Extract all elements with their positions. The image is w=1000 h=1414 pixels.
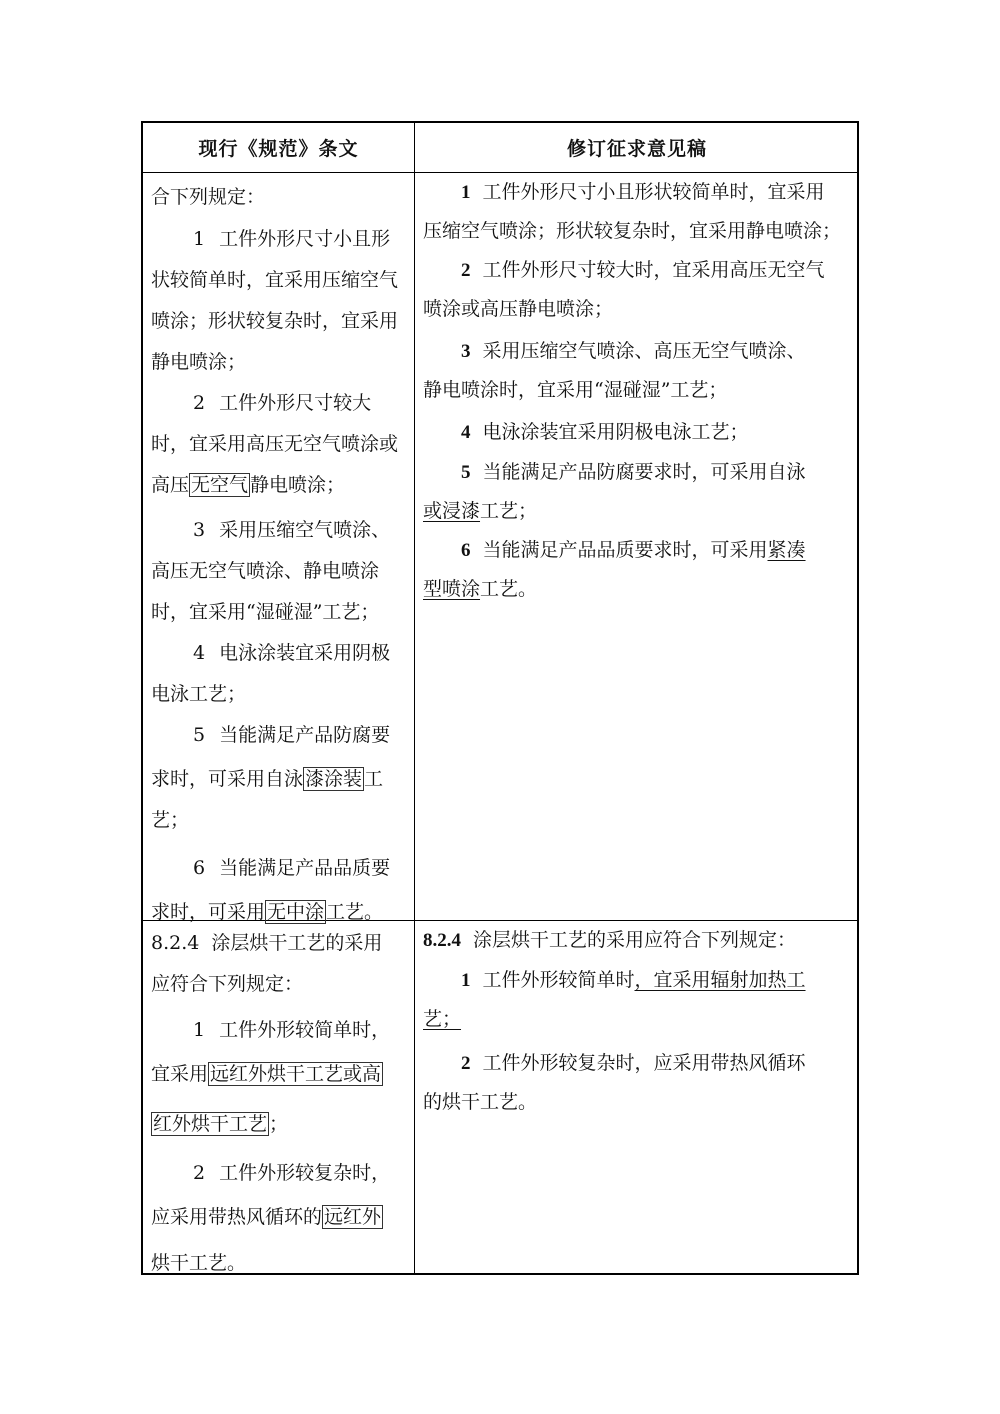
deleted-text-box: 远红外 <box>324 1206 382 1228</box>
text-line: 的烘干工艺。 <box>423 1091 538 1113</box>
item-3: 3 采用压缩空气喷涂、 <box>193 519 391 541</box>
deleted-text-box: 无中涂 <box>267 901 325 923</box>
text-line: 压缩空气喷涂；形状较复杂时，宜采用静电喷涂； <box>423 220 842 242</box>
text-line: 烘干工艺。 <box>151 1252 247 1274</box>
text-line: 喷涂；形状较复杂时，宜采用 <box>151 310 399 332</box>
comparison-table <box>141 121 859 1275</box>
text-line: 红外烘干工艺 ； <box>153 1113 289 1135</box>
added-text: 艺； <box>423 1008 462 1030</box>
item-3: 3 采用压缩空气喷涂、高压无空气喷涂、 <box>461 340 806 362</box>
item-5: 5 当能满足产品防腐要求时，可采用自泳 <box>461 461 806 483</box>
clause-heading: 8.2.4 涂层烘干工艺的采用应符合下列规定： <box>423 929 797 951</box>
deleted-text-box: 红外烘干工艺 <box>153 1113 268 1135</box>
item-1: 1 工件外形尺寸小且形状较简单时，宜采用 <box>461 181 825 203</box>
item-6: 6 当能满足产品品质要求时，可采用紧凑 <box>461 539 806 561</box>
item-1: 1 工件外形较简单时，宜采用辐射加热工 <box>461 969 806 991</box>
text-line: 高压 无空气 静电喷涂； <box>151 474 346 496</box>
deleted-text-box: 漆涂装 <box>305 768 363 790</box>
row1-current-text <box>151 177 409 933</box>
text-line: 静电喷涂； <box>151 351 247 373</box>
text-line: 时，宜采用高压无空气喷涂或 <box>151 433 399 455</box>
text-line: 喷涂或高压静电喷涂； <box>423 298 614 320</box>
added-text: 或浸漆 <box>423 500 481 522</box>
item-1: 1 工件外形尺寸小且形 <box>193 228 391 250</box>
text-line: 应采用带热风循环的 远红外 <box>151 1206 382 1228</box>
item-1: 1 工件外形较简单时， <box>193 1019 391 1041</box>
clause-heading: 8.2.4 涂层烘干工艺的采用 <box>151 932 383 954</box>
text-line: 时，宜采用“湿碰湿”工艺； <box>151 601 380 623</box>
header-revision-draft: 修订征求意见稿 <box>566 138 707 160</box>
text-line: 状较简单时，宜采用压缩空气 <box>151 269 399 291</box>
text-line: 合下列规定： <box>151 186 266 208</box>
text-line: 静电喷涂时，宜采用“湿碰湿”工艺； <box>423 379 728 401</box>
row2-current-text <box>151 923 409 1284</box>
header-current-spec: 现行《规范》条文 <box>198 138 359 160</box>
item-2: 2 工件外形尺寸较大 <box>193 392 372 414</box>
added-text: ，宜采用辐射加热工 <box>634 969 806 991</box>
item-4: 4 电泳涂装宜采用阴极 <box>193 642 391 664</box>
item-2: 2 工件外形尺寸较大时，宜采用高压无空气 <box>461 259 825 281</box>
added-text: 紧凑 <box>767 539 806 561</box>
added-text: 型喷涂 <box>423 578 481 600</box>
text-line: 求时，可采用 无中涂 工艺。 <box>151 901 384 923</box>
deleted-text-box: 远红外烘干工艺或高 <box>210 1063 382 1085</box>
deleted-text-box: 无空气 <box>191 474 249 496</box>
text-line <box>423 1000 853 1039</box>
row1-revision-text <box>423 173 853 609</box>
text-line: 求时，可采用自泳 漆涂装 工 <box>151 768 384 790</box>
text-line: 型喷涂工艺。 <box>423 578 538 600</box>
row2-revision-text <box>423 921 853 1122</box>
item-2: 2 工件外形较复杂时，应采用带热风循环 <box>461 1052 806 1074</box>
column-divider <box>414 123 415 1273</box>
item-2: 2 工件外形较复杂时， <box>193 1162 391 1184</box>
text-line: 应符合下列规定： <box>151 973 304 995</box>
text-line: 艺； <box>151 809 190 831</box>
text-line: 或浸漆工艺； <box>423 500 538 522</box>
text-line: 电泳工艺； <box>151 683 247 705</box>
item-6: 6 当能满足产品品质要 <box>193 857 391 879</box>
text-line: 高压无空气喷涂、静电喷涂 <box>151 560 380 582</box>
item-4: 4 电泳涂装宜采用阴极电泳工艺； <box>461 421 749 443</box>
text-line: 宜采用 远红外烘干工艺或高 <box>151 1063 382 1085</box>
item-5: 5 当能满足产品防腐要 <box>193 724 391 746</box>
